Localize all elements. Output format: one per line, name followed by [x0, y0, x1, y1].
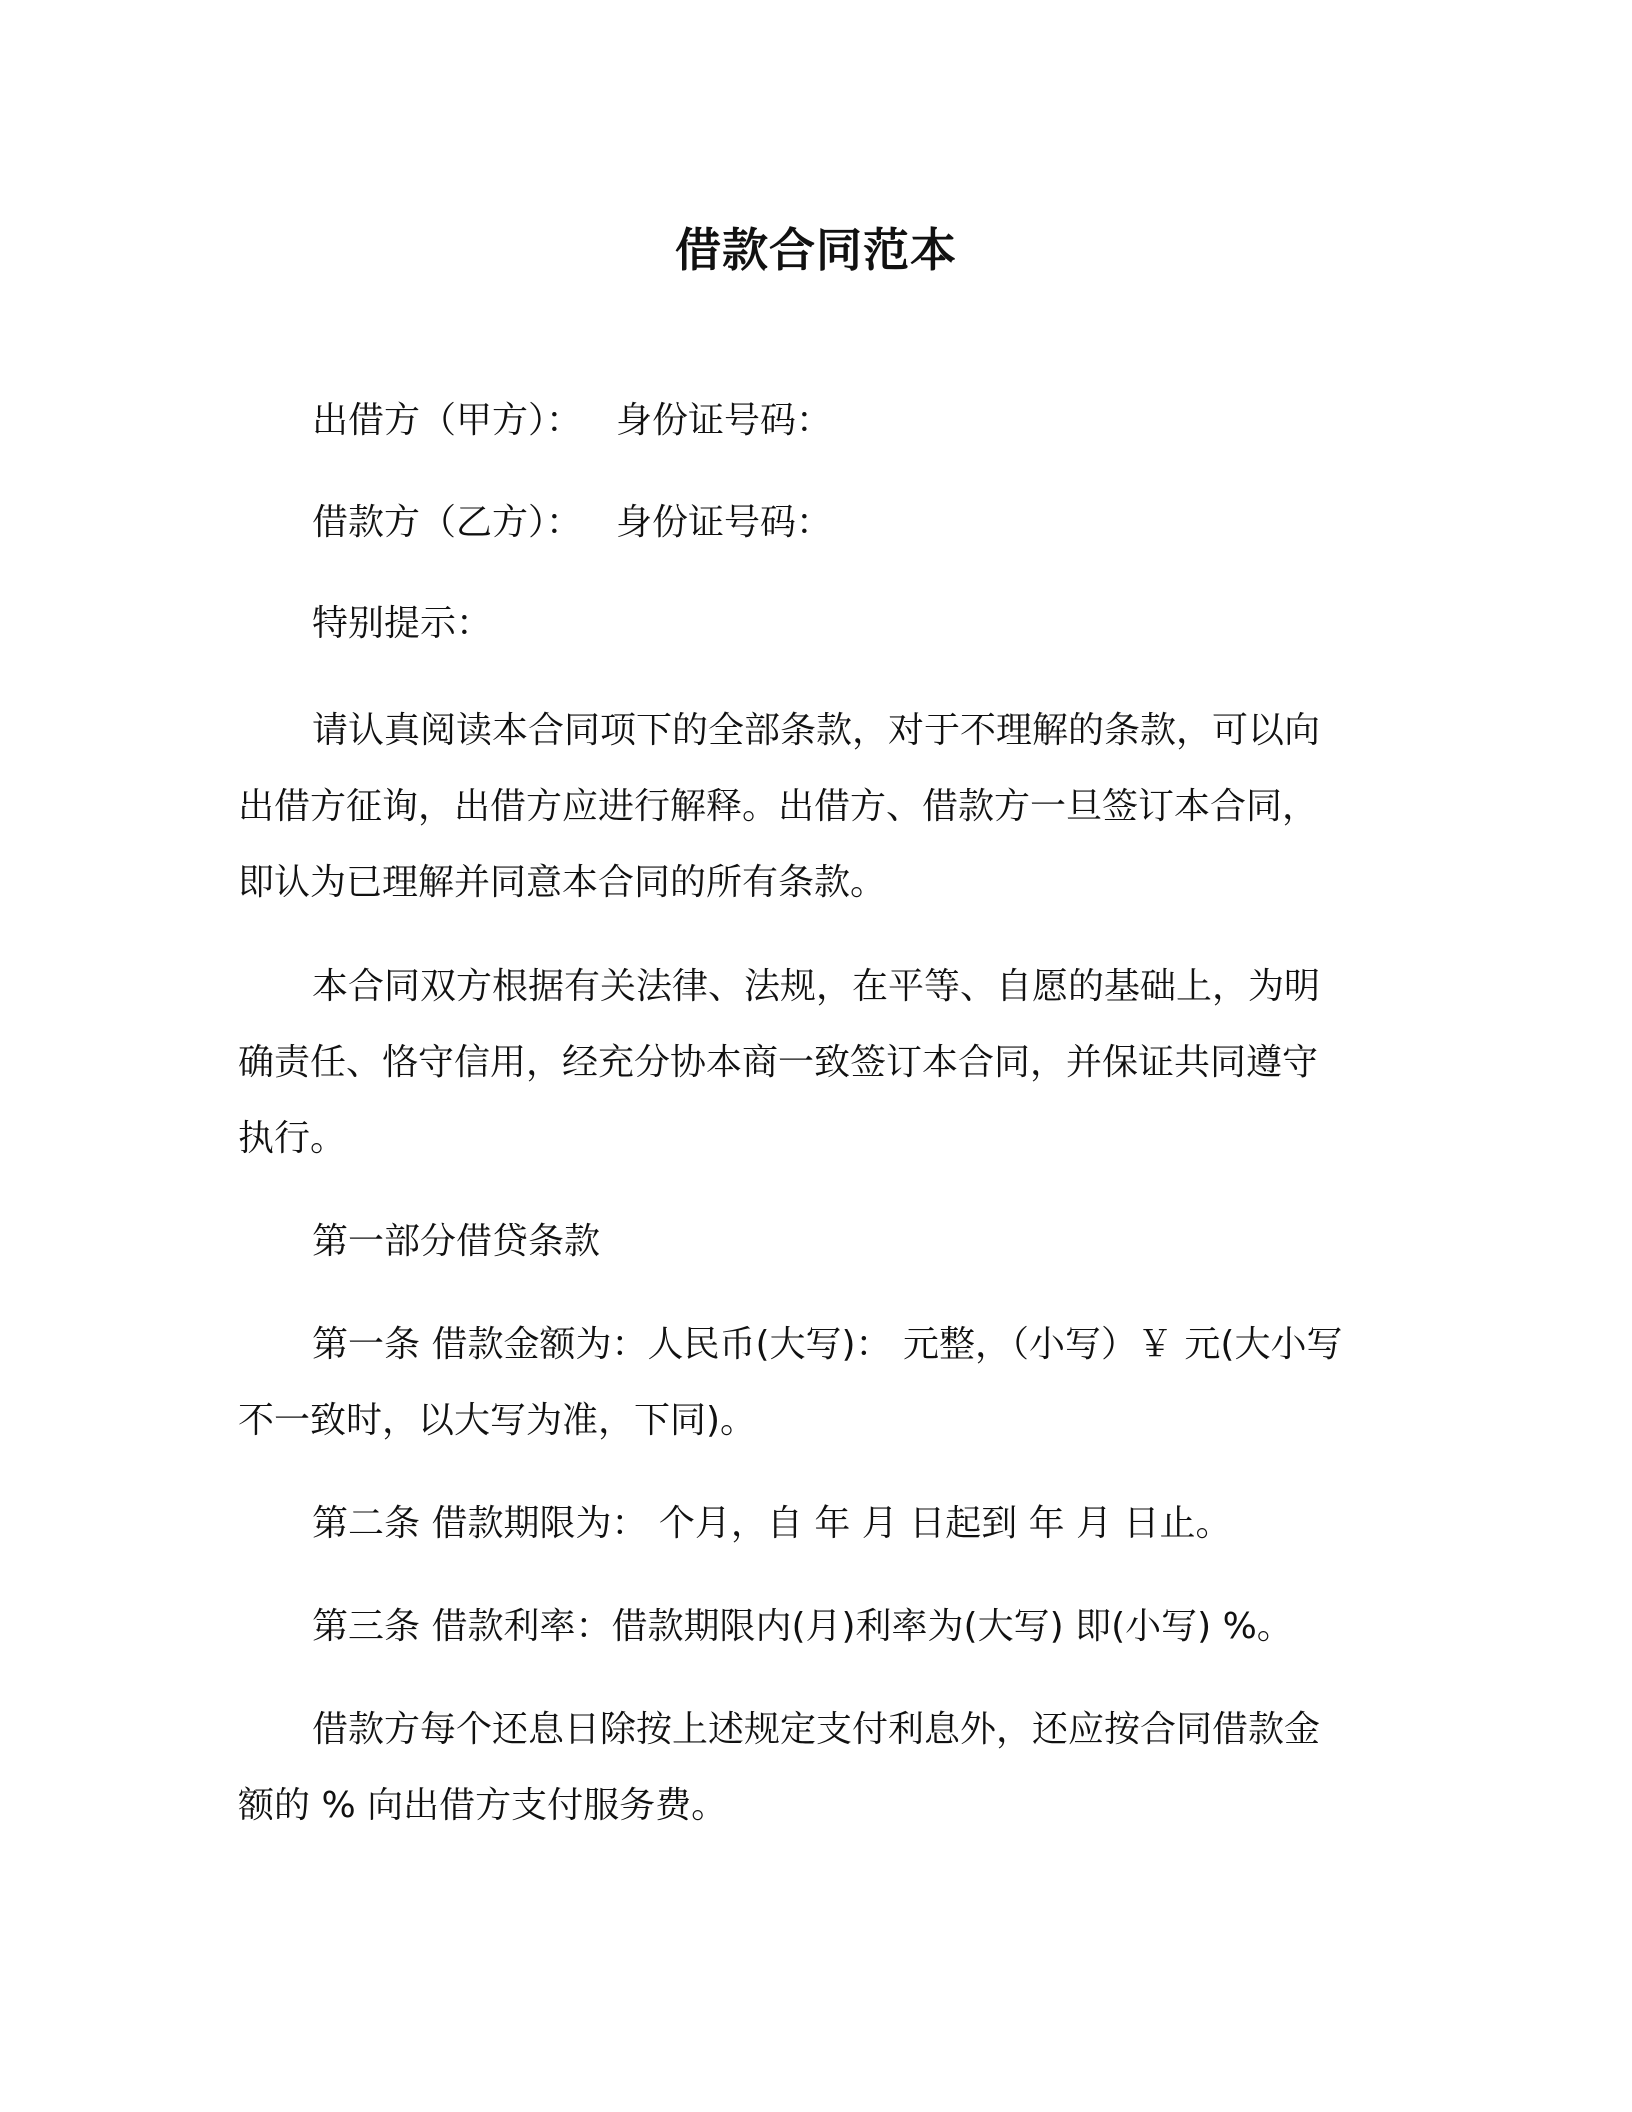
- service-fee-line-2: 额的 % 向出借方支付服务费。: [238, 1785, 728, 1826]
- borrower-label: 借款方（乙方）：: [312, 502, 583, 543]
- article-two: 第二条 借款期限为： 个月，自 年 月 日起到 年 月 日止。: [312, 1503, 1232, 1544]
- article-three: 第三条 借款利率：借款期限内(月)利率为(大写) 即(小写) %。: [312, 1606, 1293, 1647]
- borrower-id-label: 身份证号码：: [616, 502, 833, 543]
- part-one-heading: 第一部分借贷条款: [312, 1221, 601, 1262]
- borrower-line: [312, 499, 832, 547]
- notice-paragraph-line-1: 请认真阅读本合同项下的全部条款，对于不理解的条款，可以向: [312, 710, 1321, 751]
- document-title: 借款合同范本: [675, 223, 957, 277]
- preamble-paragraph-line-2: 确责任、恪守信用，经充分协本商一致签订本合同，并保证共同遵守: [238, 1042, 1319, 1083]
- preamble-paragraph-line-3: 执行。: [238, 1118, 347, 1159]
- lender-line: [312, 397, 832, 445]
- notice-heading: 特别提示：: [312, 603, 493, 644]
- notice-paragraph-line-3: 即认为已理解并同意本合同的所有条款。: [238, 862, 887, 903]
- notice-paragraph-line-2: 出借方征询，出借方应进行解释。出借方、借款方一旦签订本合同，: [238, 786, 1319, 827]
- preamble-paragraph-line-1: 本合同双方根据有关法律、法规，在平等、自愿的基础上，为明: [312, 966, 1321, 1007]
- article-one-line-2: 不一致时，以大写为准，下同)。: [238, 1400, 757, 1441]
- article-one-line-1: 第一条 借款金额为：人民币(大写)： 元整，（小写）￥ 元(大小写: [312, 1324, 1343, 1365]
- service-fee-line-1: 借款方每个还息日除按上述规定支付利息外，还应按合同借款金: [312, 1709, 1321, 1750]
- lender-id-label: 身份证号码：: [616, 400, 833, 441]
- lender-label: 出借方（甲方）：: [312, 400, 583, 441]
